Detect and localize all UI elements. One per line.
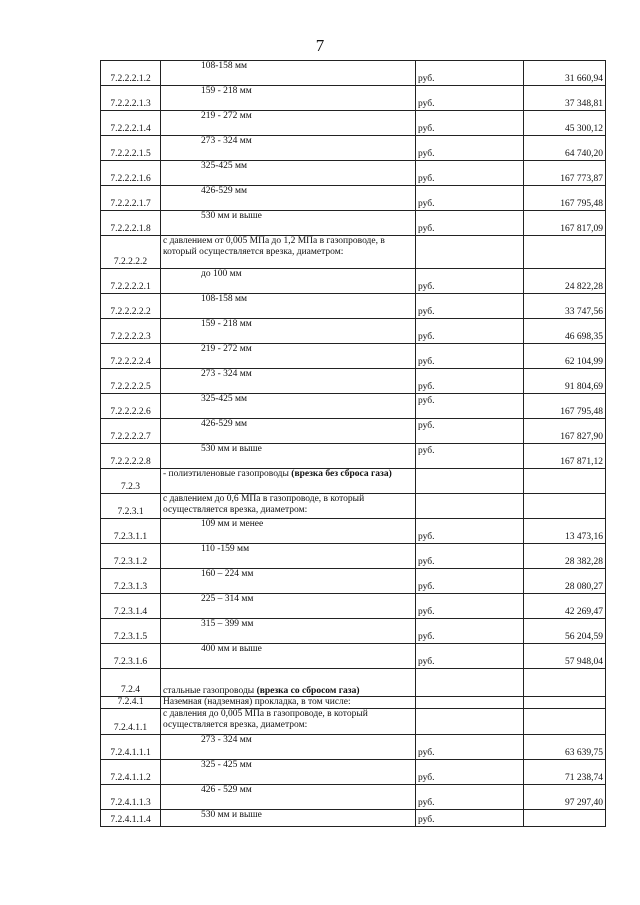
row-unit: руб. bbox=[416, 444, 524, 469]
row-name-text: стальные газопроводы bbox=[163, 685, 257, 696]
row-price: 167 817,09 bbox=[524, 211, 606, 236]
row-price: 71 238,74 bbox=[524, 760, 606, 785]
table-row bbox=[101, 760, 606, 785]
row-name bbox=[161, 211, 416, 236]
row-code: 7.2.2.2.2 bbox=[101, 236, 161, 269]
row-unit: руб. bbox=[416, 810, 524, 827]
table-row bbox=[101, 669, 606, 697]
row-price bbox=[524, 494, 606, 519]
tariff-table bbox=[100, 60, 606, 827]
row-unit: руб. bbox=[416, 394, 524, 419]
row-price: 24 822,28 bbox=[524, 269, 606, 294]
row-unit: руб. bbox=[416, 419, 524, 444]
table-row bbox=[101, 394, 606, 419]
table-row bbox=[101, 369, 606, 394]
row-code: 7.2.4.1 bbox=[101, 697, 161, 709]
row-name-text: 273 - 324 мм bbox=[201, 136, 252, 146]
table-row bbox=[101, 86, 606, 111]
table-row bbox=[101, 810, 606, 827]
row-unit: руб. bbox=[416, 594, 524, 619]
row-name bbox=[161, 760, 416, 785]
row-name bbox=[161, 86, 416, 111]
row-name bbox=[161, 544, 416, 569]
row-name-text: 530 мм и выше bbox=[201, 211, 262, 221]
row-unit: руб. bbox=[416, 544, 524, 569]
row-unit bbox=[416, 669, 524, 697]
row-code: 7.2.2.2.2.4 bbox=[101, 344, 161, 369]
row-name-text: 108-158 мм bbox=[201, 61, 248, 71]
table-row bbox=[101, 709, 606, 735]
row-name bbox=[161, 735, 416, 760]
row-code: 7.2.3.1.5 bbox=[101, 619, 161, 644]
row-name-text: 325-425 мм bbox=[201, 394, 248, 404]
row-code: 7.2.2.2.2.5 bbox=[101, 369, 161, 394]
row-name bbox=[161, 469, 416, 494]
row-code: 7.2.4.1.1 bbox=[101, 709, 161, 735]
row-price: 167 795,48 bbox=[524, 394, 606, 419]
table-row bbox=[101, 186, 606, 211]
row-code: 7.2.2.2.1.4 bbox=[101, 111, 161, 136]
row-name-text: 108-158 мм bbox=[201, 294, 248, 304]
table-row bbox=[101, 61, 606, 86]
row-code: 7.2.4.1.1.3 bbox=[101, 785, 161, 810]
row-name bbox=[161, 594, 416, 619]
row-name bbox=[161, 444, 416, 469]
row-name bbox=[161, 419, 416, 444]
row-unit: руб. bbox=[416, 519, 524, 544]
row-name-text: 325 - 425 мм bbox=[201, 760, 252, 770]
table-row bbox=[101, 569, 606, 594]
row-name-text: 273 - 324 мм bbox=[201, 735, 252, 745]
row-code: 7.2.2.2.1.5 bbox=[101, 136, 161, 161]
row-name bbox=[161, 294, 416, 319]
row-unit: руб. bbox=[416, 344, 524, 369]
row-price: 167 795,48 bbox=[524, 186, 606, 211]
table-row bbox=[101, 211, 606, 236]
row-unit bbox=[416, 709, 524, 735]
row-unit: руб. bbox=[416, 619, 524, 644]
row-price bbox=[524, 709, 606, 735]
row-code: 7.2.4.1.1.1 bbox=[101, 735, 161, 760]
table-row bbox=[101, 735, 606, 760]
row-price: 42 269,47 bbox=[524, 594, 606, 619]
row-code: 7.2.2.2.1.7 bbox=[101, 186, 161, 211]
row-name-text: - полиэтиленовые газопроводы bbox=[163, 469, 292, 479]
table-row bbox=[101, 469, 606, 494]
row-name bbox=[161, 810, 416, 827]
table-row bbox=[101, 644, 606, 669]
row-price: 64 740,20 bbox=[524, 136, 606, 161]
row-unit: руб. bbox=[416, 760, 524, 785]
row-name-text: 400 мм и выше bbox=[201, 644, 262, 654]
table-row bbox=[101, 269, 606, 294]
row-price: 97 297,40 bbox=[524, 785, 606, 810]
row-price bbox=[524, 469, 606, 494]
row-code: 7.2.3.1.2 bbox=[101, 544, 161, 569]
row-unit: руб. bbox=[416, 319, 524, 344]
row-name bbox=[161, 394, 416, 419]
row-name bbox=[161, 519, 416, 544]
row-code: 7.2.3.1.3 bbox=[101, 569, 161, 594]
row-code: 7.2.3.1 bbox=[101, 494, 161, 519]
row-code: 7.2.4 bbox=[101, 669, 161, 697]
row-price: 62 104,99 bbox=[524, 344, 606, 369]
row-unit: руб. bbox=[416, 111, 524, 136]
row-name-text: до 100 мм bbox=[201, 269, 242, 279]
row-unit bbox=[416, 469, 524, 494]
row-name-text: 325-425 мм bbox=[201, 161, 248, 171]
table-row bbox=[101, 319, 606, 344]
row-unit: руб. bbox=[416, 211, 524, 236]
row-name-text: с давлением до 0,6 МПа в газопроводе, в который осуществляется врезка, диаметром: bbox=[163, 494, 365, 515]
row-unit bbox=[416, 236, 524, 269]
row-unit: руб. bbox=[416, 294, 524, 319]
row-name-text: 530 мм и выше bbox=[201, 810, 262, 820]
row-price: 46 698,35 bbox=[524, 319, 606, 344]
row-name-text: 110 -159 мм bbox=[201, 544, 250, 554]
row-code: 7.2.2.2.2.8 bbox=[101, 444, 161, 469]
row-name bbox=[161, 619, 416, 644]
row-code: 7.2.2.2.2.7 bbox=[101, 419, 161, 444]
row-name bbox=[161, 697, 416, 709]
row-name bbox=[161, 111, 416, 136]
row-price: 31 660,94 bbox=[524, 61, 606, 86]
row-price: 57 948,04 bbox=[524, 644, 606, 669]
row-unit: руб. bbox=[416, 136, 524, 161]
row-name bbox=[161, 186, 416, 211]
row-code: 7.2.2.2.2.2 bbox=[101, 294, 161, 319]
table-row bbox=[101, 697, 606, 709]
row-unit bbox=[416, 697, 524, 709]
table-row bbox=[101, 619, 606, 644]
row-name-text: 219 - 272 мм bbox=[201, 111, 252, 121]
row-price: 13 473,16 bbox=[524, 519, 606, 544]
row-name-text: 225 – 314 мм bbox=[201, 594, 254, 604]
row-price bbox=[524, 236, 606, 269]
row-code: 7.2.2.2.2.1 bbox=[101, 269, 161, 294]
row-name bbox=[161, 494, 416, 519]
row-name bbox=[161, 61, 416, 86]
row-unit: руб. bbox=[416, 785, 524, 810]
row-name-emphasis: (врезка со сбросом газа) bbox=[256, 685, 360, 696]
table-row bbox=[101, 444, 606, 469]
table-row bbox=[101, 111, 606, 136]
row-price: 33 747,56 bbox=[524, 294, 606, 319]
row-name-text: 109 мм и менее bbox=[201, 519, 264, 529]
row-name-text: 426 - 529 мм bbox=[201, 785, 252, 795]
row-name-text: 315 – 399 мм bbox=[201, 619, 254, 629]
row-name-text: 426-529 мм bbox=[201, 419, 248, 429]
row-name-text: Наземная (надземная) прокладка, в том числе: bbox=[163, 697, 351, 707]
row-price: 28 080,27 bbox=[524, 569, 606, 594]
table-row bbox=[101, 344, 606, 369]
row-code: 7.2.3.1.1 bbox=[101, 519, 161, 544]
row-unit: руб. bbox=[416, 161, 524, 186]
row-name bbox=[161, 236, 416, 269]
table-row bbox=[101, 136, 606, 161]
row-name-text: 159 - 218 мм bbox=[201, 86, 252, 96]
table-row bbox=[101, 419, 606, 444]
row-unit: руб. bbox=[416, 269, 524, 294]
row-name bbox=[161, 344, 416, 369]
table-row bbox=[101, 544, 606, 569]
row-price: 91 804,69 bbox=[524, 369, 606, 394]
row-unit: руб. bbox=[416, 186, 524, 211]
row-unit: руб. bbox=[416, 86, 524, 111]
table-row bbox=[101, 519, 606, 544]
row-price: 37 348,81 bbox=[524, 86, 606, 111]
row-name bbox=[161, 709, 416, 735]
table-row bbox=[101, 161, 606, 186]
row-price bbox=[524, 669, 606, 697]
row-name bbox=[161, 569, 416, 594]
row-name bbox=[161, 161, 416, 186]
tariff-table-body bbox=[101, 61, 606, 827]
row-price: 28 382,28 bbox=[524, 544, 606, 569]
row-price bbox=[524, 697, 606, 709]
row-unit: руб. bbox=[416, 735, 524, 760]
row-name-text: с давления до 0,005 МПа в газопроводе, в который осуществляется врезка, диаметром: bbox=[163, 709, 368, 730]
table-row bbox=[101, 294, 606, 319]
row-name bbox=[161, 644, 416, 669]
row-name bbox=[161, 669, 416, 697]
row-price: 167 827,90 bbox=[524, 419, 606, 444]
row-code: 7.2.2.2.2.6 bbox=[101, 394, 161, 419]
row-code: 7.2.4.1.1.2 bbox=[101, 760, 161, 785]
row-name bbox=[161, 785, 416, 810]
row-code: 7.2.2.2.1.8 bbox=[101, 211, 161, 236]
row-unit: руб. bbox=[416, 569, 524, 594]
row-unit: руб. bbox=[416, 369, 524, 394]
table-row bbox=[101, 785, 606, 810]
row-code: 7.2.3.1.6 bbox=[101, 644, 161, 669]
row-price: 56 204,59 bbox=[524, 619, 606, 644]
row-name-text: с давлением от 0,005 МПа до 1,2 МПа в газопроводе, в который осуществляется врезка, диаметром: bbox=[163, 236, 385, 257]
row-code: 7.2.2.2.1.6 bbox=[101, 161, 161, 186]
row-name bbox=[161, 369, 416, 394]
row-price: 167 773,87 bbox=[524, 161, 606, 186]
row-code: 7.2.2.2.1.2 bbox=[101, 61, 161, 86]
row-unit: руб. bbox=[416, 644, 524, 669]
row-name-text: 530 мм и выше bbox=[201, 444, 262, 454]
row-name bbox=[161, 136, 416, 161]
row-code: 7.2.2.2.2.3 bbox=[101, 319, 161, 344]
row-code: 7.2.2.2.1.3 bbox=[101, 86, 161, 111]
row-price: 45 300,12 bbox=[524, 111, 606, 136]
row-code: 7.2.3.1.4 bbox=[101, 594, 161, 619]
row-name-text: 219 - 272 мм bbox=[201, 344, 252, 354]
table-row bbox=[101, 236, 606, 269]
row-unit: руб. bbox=[416, 61, 524, 86]
table-row bbox=[101, 594, 606, 619]
row-code: 7.2.4.1.1.4 bbox=[101, 810, 161, 827]
row-price: 63 639,75 bbox=[524, 735, 606, 760]
table-row bbox=[101, 494, 606, 519]
page-number: 7 bbox=[315, 36, 325, 55]
row-name-text: 273 - 324 мм bbox=[201, 369, 252, 379]
row-name bbox=[161, 269, 416, 294]
row-name bbox=[161, 319, 416, 344]
row-code: 7.2.3 bbox=[101, 469, 161, 494]
row-name-text: 159 - 218 мм bbox=[201, 319, 252, 329]
row-unit bbox=[416, 494, 524, 519]
row-name-text: 160 – 224 мм bbox=[201, 569, 254, 579]
row-price bbox=[524, 810, 606, 827]
row-name-emphasis: (врезка без сброса газа) bbox=[291, 469, 392, 479]
row-price: 167 871,12 bbox=[524, 444, 606, 469]
row-name-text: 426-529 мм bbox=[201, 186, 248, 196]
